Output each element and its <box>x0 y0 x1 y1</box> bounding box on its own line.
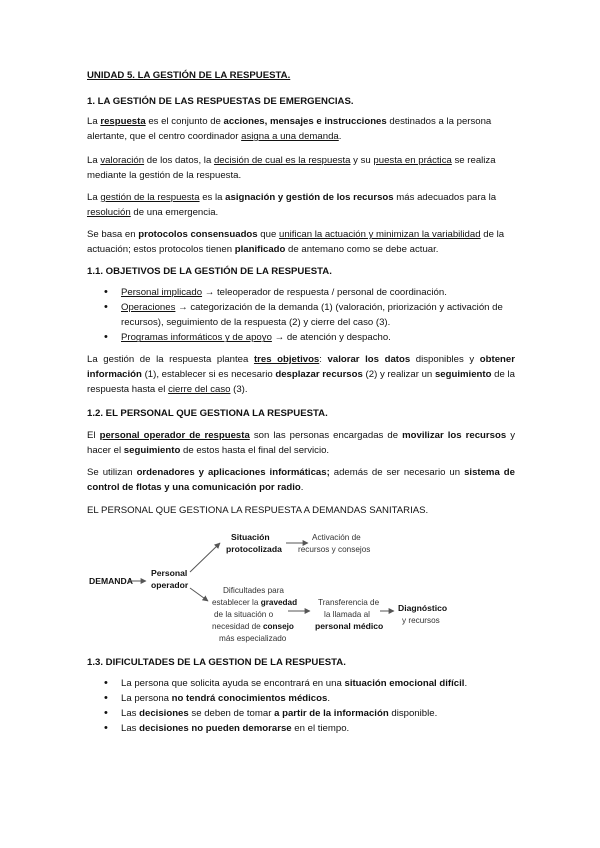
situacion-label-line1: Situación <box>231 532 270 542</box>
section-1-heading: 1. LA GESTIÓN DE LAS RESPUESTAS DE EMERGENCIAS. <box>87 96 354 107</box>
diagnostico-line1: Diagnóstico <box>398 603 448 613</box>
list-item: • La persona que solicita ayuda se encontrará en una situación emocional difícil. <box>87 676 515 691</box>
arrow-to-dificultades <box>190 588 208 601</box>
s1-paragraph-2: La valoración de los datos, la decisión de cual es la respuesta y su puesta en práctica se realiza mediante la gestión de la respuesta. <box>87 155 496 182</box>
unit-title: UNIDAD 5. LA GESTIÓN DE LA RESPUESTA. <box>87 70 291 81</box>
activacion-label-line2: recursos y consejos <box>298 545 371 554</box>
list-item: • La persona no tendrá conocimientos médicos. <box>87 691 515 706</box>
diagnostico-line2: y recursos <box>402 616 440 625</box>
transferencia-line3: personal médico <box>315 621 384 631</box>
s1-paragraph-1: La respuesta es el conjunto de acciones, mensajes e instrucciones destinados a la persona alertante, que el centro coordinador asigna a una demanda. <box>87 116 492 143</box>
s1-paragraph-3: La gestión de la respuesta es la asignación y gestión de los recursos más adecuados para la resolución de una emergencia. <box>87 192 497 219</box>
dificultades-line2: establecer la gravedad <box>212 598 298 607</box>
personal-label-line1: Personal <box>151 568 188 578</box>
list-item: • Las decisiones no pueden demorarse en el tiempo. <box>87 721 515 736</box>
dificultades-line1: Dificultades para <box>223 586 284 595</box>
section-1-1-heading: 1.1. OBJETIVOS DE LA GESTIÓN DE LA RESPUESTA. <box>87 266 332 277</box>
section-1-3-heading: 1.3. DIFICULTADES DE LA GESTION DE LA RESPUESTA. <box>87 657 346 668</box>
activacion-label-line1: Activación de <box>312 533 361 542</box>
transferencia-line2: la llamada al <box>324 610 370 619</box>
section-1-2-heading: 1.2. EL PERSONAL QUE GESTIONA LA RESPUESTA. <box>87 408 328 419</box>
situacion-label-line2: protocolizada <box>226 544 282 554</box>
objectives-list <box>87 285 515 346</box>
s1-paragraph-4: Se basa en protocolos consensuados que unifican la actuación y minimizan la variabilidad de la actuación; estos protocolos tienen planificado de antemano como se debe actuar. <box>87 229 505 256</box>
list-item: • Personal implicado → teleoperador de respuesta / personal de coordinación. <box>87 285 515 300</box>
dificultades-line3: de la situación o <box>214 610 274 619</box>
s11-paragraph: La gestión de la respuesta plantea tres objetivos: valorar los datos disponibles y obtener información (1), establecer si es necesario desplazar recursos (2) y realizar un seguimiento de la respuesta hasta el cierre del caso (3). <box>87 354 515 396</box>
arrow-to-situacion <box>190 543 220 572</box>
list-item: • Operaciones → categorización de la demanda (1) (valoración, priorización y activación de recursos), seguimiento de la respuesta (2) y cierre del caso (3). <box>87 300 515 330</box>
list-item: • Programas informáticos y de apoyo → de atención y despacho. <box>87 330 515 345</box>
dificultades-line5: más especializado <box>219 634 287 643</box>
list-item: • Las decisiones se deben de tomar a partir de la información disponible. <box>87 706 515 721</box>
response-flow-diagram <box>86 525 466 645</box>
transferencia-line1: Transferencia de <box>318 598 380 607</box>
difficulties-list <box>87 676 515 737</box>
s12-paragraph-3: EL PERSONAL QUE GESTIONA LA RESPUESTA A DEMANDAS SANITARIAS. <box>87 505 429 516</box>
s12-paragraph-1: El personal operador de respuesta son las personas encargadas de movilizar los recursos y hacer el seguimiento de estos hasta el final del servicio. <box>87 430 516 457</box>
demanda-label: DEMANDA <box>89 576 133 586</box>
dificultades-line4: necesidad de consejo <box>212 622 294 631</box>
personal-label-line2: operador <box>151 580 189 590</box>
s12-paragraph-2: Se utilizan ordenadores y aplicaciones informáticas; además de ser necesario un sistema de control de flotas y una comunicación por radio. <box>87 467 515 494</box>
